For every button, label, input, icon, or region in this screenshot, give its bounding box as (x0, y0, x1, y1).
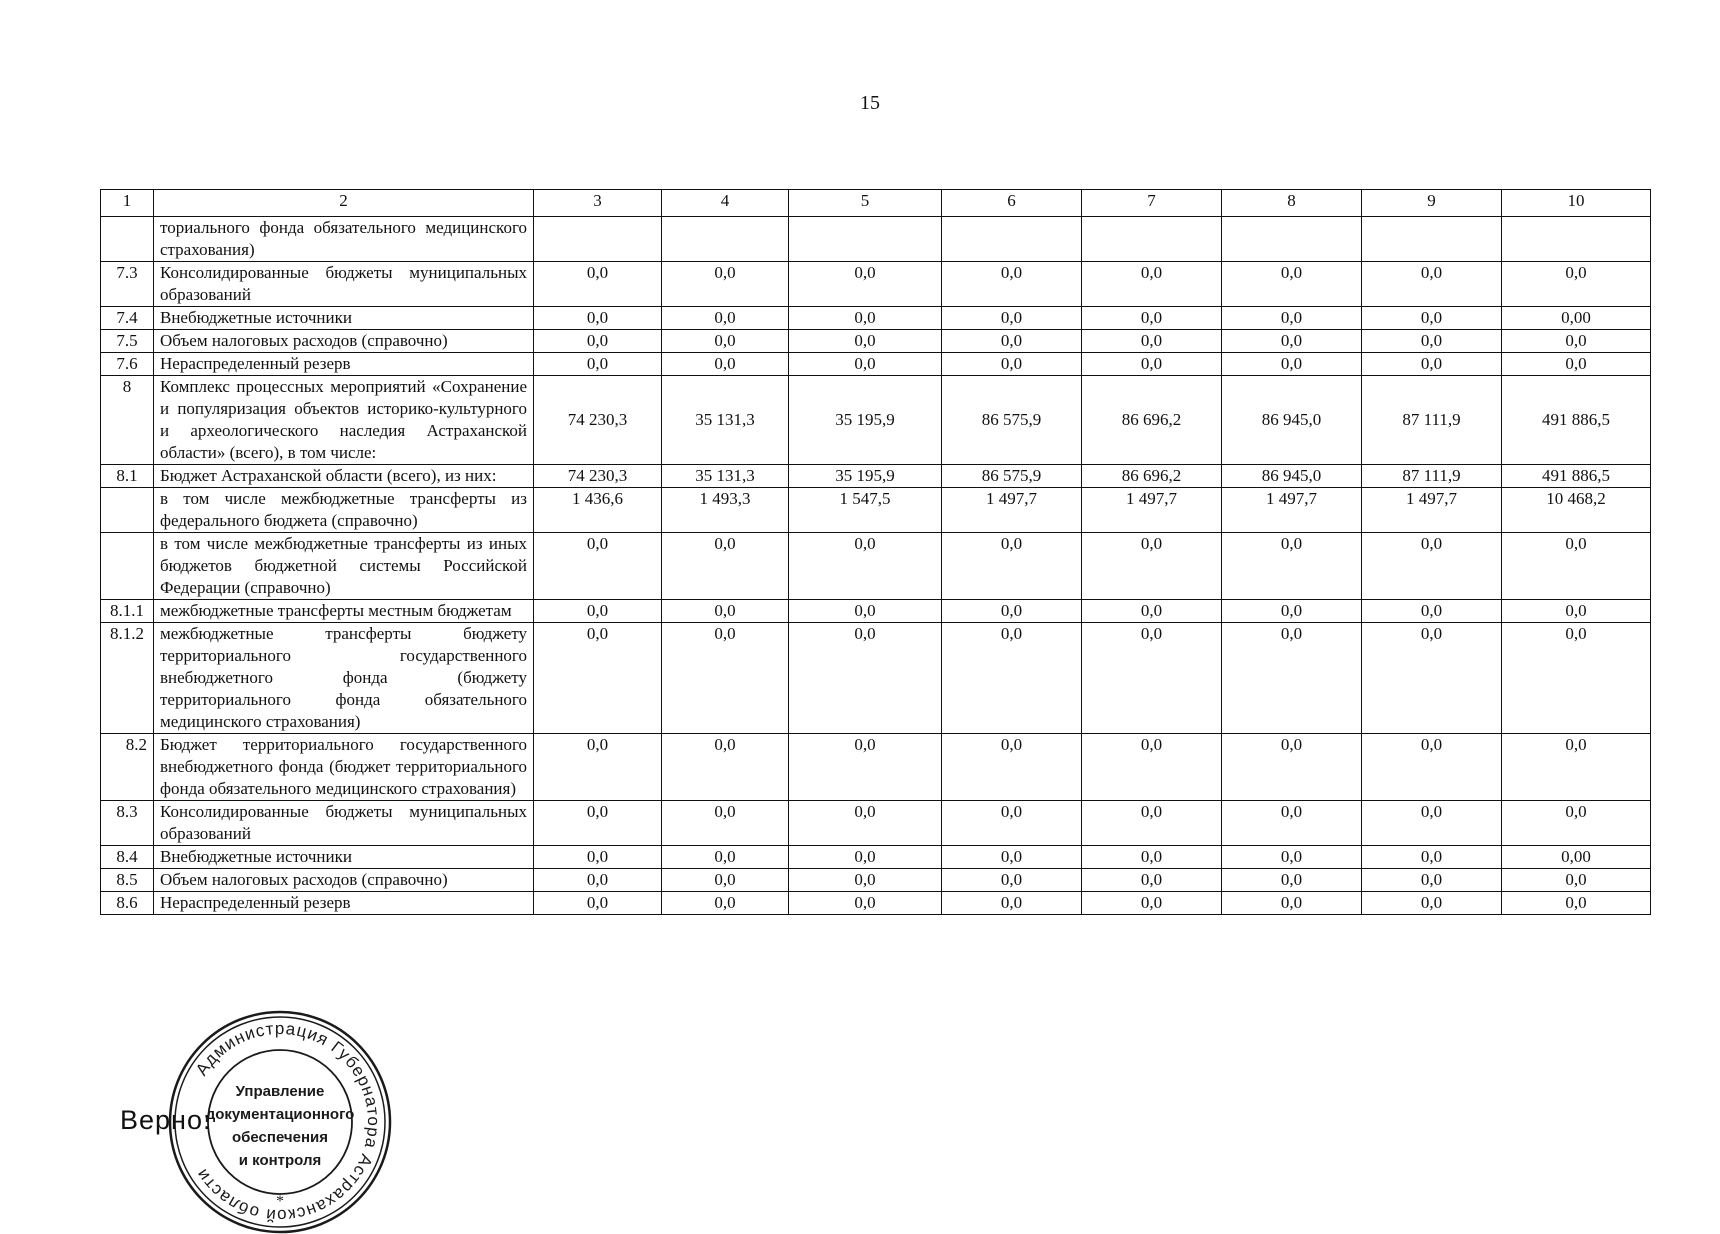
row-value: 0,0 (1082, 623, 1222, 734)
column-header: 9 (1362, 190, 1502, 217)
table-row (101, 262, 1651, 307)
row-value: 0,0 (789, 869, 942, 892)
row-code: 8.1 (101, 465, 154, 488)
table-row (101, 217, 1651, 262)
row-value: 0,0 (534, 801, 662, 846)
row-value (1082, 217, 1222, 262)
row-value: 0,0 (789, 734, 942, 801)
row-value: 0,0 (789, 846, 942, 869)
row-value: 1 497,7 (942, 488, 1082, 533)
table-row (101, 801, 1651, 846)
row-value: 0,0 (1222, 330, 1362, 353)
row-value: 0,0 (534, 869, 662, 892)
row-value: 0,0 (1362, 869, 1502, 892)
row-value: 0,0 (1222, 307, 1362, 330)
row-value: 0,0 (942, 623, 1082, 734)
row-value: 0,0 (1362, 846, 1502, 869)
row-value: 0,0 (942, 846, 1082, 869)
row-value: 0,0 (1082, 330, 1222, 353)
column-header: 5 (789, 190, 942, 217)
row-value: 0,0 (662, 262, 789, 307)
row-code: 7.6 (101, 353, 154, 376)
row-value: 0,0 (942, 330, 1082, 353)
row-description: Комплекс процессных мероприятий «Сохранение и популяризация объектов историко-культурного и археологического наследия Астраханской области» (всего), в том числе: (154, 376, 534, 465)
row-value: 1 436,6 (534, 488, 662, 533)
budget-table (100, 189, 1651, 915)
table-row (101, 307, 1651, 330)
row-value: 0,0 (662, 307, 789, 330)
row-value: 0,0 (1502, 623, 1651, 734)
table-row (101, 465, 1651, 488)
row-value: 0,0 (789, 307, 942, 330)
row-value: 0,0 (1362, 801, 1502, 846)
row-value: 0,0 (534, 262, 662, 307)
row-value: 0,0 (1082, 307, 1222, 330)
row-value: 0,0 (534, 307, 662, 330)
row-code: 7.5 (101, 330, 154, 353)
row-value: 0,0 (534, 353, 662, 376)
row-value: 87 111,9 (1362, 465, 1502, 488)
row-value: 0,0 (1362, 600, 1502, 623)
row-value (662, 217, 789, 262)
row-value: 0,0 (1222, 869, 1362, 892)
row-value: 0,0 (1362, 262, 1502, 307)
table-body (101, 217, 1651, 915)
row-code: 8.1.2 (101, 623, 154, 734)
row-value: 0,0 (789, 623, 942, 734)
column-header: 10 (1502, 190, 1651, 217)
row-value (942, 217, 1082, 262)
row-value: 0,0 (662, 869, 789, 892)
row-value: 0,0 (789, 262, 942, 307)
row-value (534, 217, 662, 262)
row-value: 0,0 (1502, 600, 1651, 623)
row-value: 0,0 (1502, 533, 1651, 600)
row-value: 0,0 (534, 734, 662, 801)
row-code: 7.4 (101, 307, 154, 330)
stamp-line: обеспечения (231, 1129, 329, 1146)
row-value: 0,0 (1222, 262, 1362, 307)
row-value: 86 575,9 (942, 465, 1082, 488)
table-row (101, 623, 1651, 734)
row-description: Бюджет территориального государственного внебюджетного фонда (бюджет территориального фонда обязательного медицинского страхования) (154, 734, 534, 801)
row-value: 86 945,0 (1222, 465, 1362, 488)
row-code: 8.6 (101, 892, 154, 915)
row-value: 1 547,5 (789, 488, 942, 533)
row-value: 86 696,2 (1082, 376, 1222, 465)
row-value: 491 886,5 (1502, 376, 1651, 465)
row-code: 8.1.1 (101, 600, 154, 623)
column-header: 3 (534, 190, 662, 217)
row-value: 1 497,7 (1082, 488, 1222, 533)
row-value: 0,0 (1082, 533, 1222, 600)
column-header: 6 (942, 190, 1082, 217)
row-value: 0,0 (942, 533, 1082, 600)
row-value: 0,0 (789, 892, 942, 915)
row-value: 35 131,3 (662, 376, 789, 465)
row-value: 0,0 (1082, 846, 1222, 869)
row-code: 8.5 (101, 869, 154, 892)
row-value: 0,0 (789, 330, 942, 353)
row-value: 0,0 (1222, 892, 1362, 915)
table-row (101, 488, 1651, 533)
row-value (789, 217, 942, 262)
row-value: 0,0 (1362, 623, 1502, 734)
row-value: 0,0 (942, 600, 1082, 623)
column-header: 7 (1082, 190, 1222, 217)
table-row (101, 734, 1651, 801)
row-value: 10 468,2 (1502, 488, 1651, 533)
row-code (101, 217, 154, 262)
row-description: Бюджет Астраханской области (всего), из них: (154, 465, 534, 488)
column-header: 8 (1222, 190, 1362, 217)
row-value: 74 230,3 (534, 465, 662, 488)
row-value: 74 230,3 (534, 376, 662, 465)
stamp-line: Управление (235, 1083, 325, 1100)
row-description: Объем налоговых расходов (справочно) (154, 330, 534, 353)
row-value: 86 575,9 (942, 376, 1082, 465)
table-row (101, 353, 1651, 376)
row-value: 0,0 (1222, 734, 1362, 801)
table-row (101, 892, 1651, 915)
row-value: 0,0 (662, 846, 789, 869)
row-description: Консолидированные бюджеты муниципальных образований (154, 801, 534, 846)
row-description: Внебюджетные источники (154, 307, 534, 330)
row-code (101, 533, 154, 600)
row-value: 0,00 (1502, 846, 1651, 869)
row-code: 8 (101, 376, 154, 465)
row-value: 0,0 (534, 533, 662, 600)
stamp-ring-text: Администрация Губернатора Астраханской области (191, 1018, 384, 1226)
row-description: ториального фонда обязательного медицинского страхования) (154, 217, 534, 262)
page-number: 15 (860, 92, 880, 114)
row-value: 0,0 (662, 801, 789, 846)
row-code: 8.4 (101, 846, 154, 869)
row-value: 0,0 (1362, 533, 1502, 600)
row-value: 1 497,7 (1222, 488, 1362, 533)
table-row (101, 330, 1651, 353)
row-value: 0,0 (1082, 734, 1222, 801)
row-value: 0,0 (662, 734, 789, 801)
row-description: Нераспределенный резерв (154, 353, 534, 376)
column-header: 4 (662, 190, 789, 217)
table-row (101, 846, 1651, 869)
row-value: 0,0 (1502, 801, 1651, 846)
row-value: 0,00 (1502, 307, 1651, 330)
row-description: межбюджетные трансферты местным бюджетам (154, 600, 534, 623)
row-value: 0,0 (1502, 734, 1651, 801)
row-value: 0,0 (1362, 330, 1502, 353)
row-value: 0,0 (942, 734, 1082, 801)
row-value: 0,0 (1502, 892, 1651, 915)
row-value: 0,0 (789, 533, 942, 600)
row-value: 0,0 (1082, 801, 1222, 846)
table-row (101, 533, 1651, 600)
row-value: 1 493,3 (662, 488, 789, 533)
row-value: 0,0 (1082, 869, 1222, 892)
row-value: 0,0 (1362, 892, 1502, 915)
row-value: 0,0 (942, 353, 1082, 376)
row-description: Внебюджетные источники (154, 846, 534, 869)
row-value: 0,0 (1222, 801, 1362, 846)
row-description: межбюджетные трансферты бюджету территориального государственного внебюджетного фонда (бюджету территориального фонда обязательного медицинского страхования) (154, 623, 534, 734)
row-description: в том числе межбюджетные трансферты из федерального бюджета (справочно) (154, 488, 534, 533)
row-description: Нераспределенный резерв (154, 892, 534, 915)
row-value (1222, 217, 1362, 262)
row-value: 0,0 (789, 353, 942, 376)
row-value: 491 886,5 (1502, 465, 1651, 488)
row-value: 87 111,9 (1362, 376, 1502, 465)
row-code (101, 488, 154, 533)
column-header: 2 (154, 190, 534, 217)
row-value: 0,0 (662, 892, 789, 915)
row-value: 0,0 (534, 600, 662, 623)
row-value: 0,0 (1362, 307, 1502, 330)
row-value: 0,0 (1082, 892, 1222, 915)
row-value: 0,0 (1362, 353, 1502, 376)
row-value: 86 945,0 (1222, 376, 1362, 465)
row-value: 0,0 (662, 353, 789, 376)
row-value: 0,0 (1082, 262, 1222, 307)
row-description: Объем налоговых расходов (справочно) (154, 869, 534, 892)
stamp-center-text (206, 1083, 355, 1169)
table-row (101, 600, 1651, 623)
row-value: 0,0 (942, 869, 1082, 892)
row-code: 7.3 (101, 262, 154, 307)
row-value: 0,0 (662, 600, 789, 623)
table-row (101, 869, 1651, 892)
row-value: 0,0 (1502, 330, 1651, 353)
row-value: 0,0 (662, 623, 789, 734)
row-value: 0,0 (942, 262, 1082, 307)
row-value: 0,0 (1222, 623, 1362, 734)
row-value (1362, 217, 1502, 262)
row-value: 0,0 (534, 330, 662, 353)
row-description: Консолидированные бюджеты муниципальных образований (154, 262, 534, 307)
row-value: 0,0 (1502, 869, 1651, 892)
row-value: 35 195,9 (789, 376, 942, 465)
row-value: 0,0 (942, 892, 1082, 915)
row-value: 0,0 (789, 600, 942, 623)
row-value: 0,0 (942, 307, 1082, 330)
row-value: 0,0 (662, 533, 789, 600)
verno-label: Верно: (120, 1105, 212, 1135)
row-code: 8.2 (101, 734, 154, 801)
row-value: 0,0 (534, 846, 662, 869)
row-value: 0,0 (789, 801, 942, 846)
row-value: 0,0 (1082, 353, 1222, 376)
row-value: 35 131,3 (662, 465, 789, 488)
row-value: 0,0 (534, 892, 662, 915)
row-value: 0,0 (1502, 353, 1651, 376)
row-value: 0,0 (534, 623, 662, 734)
row-value: 86 696,2 (1082, 465, 1222, 488)
row-value: 0,0 (942, 801, 1082, 846)
row-value: 0,0 (1222, 353, 1362, 376)
row-value: 35 195,9 (789, 465, 942, 488)
row-value: 0,0 (662, 330, 789, 353)
row-value: 0,0 (1222, 600, 1362, 623)
row-value: 0,0 (1502, 262, 1651, 307)
stamp-star: * (276, 1193, 284, 1210)
column-header: 1 (101, 190, 154, 217)
row-value (1502, 217, 1651, 262)
table-header-row (101, 190, 1651, 217)
row-value: 1 497,7 (1362, 488, 1502, 533)
row-description: в том числе межбюджетные трансферты из иных бюджетов бюджетной системы Российской Федерации (справочно) (154, 533, 534, 600)
row-value: 0,0 (1082, 600, 1222, 623)
row-value: 0,0 (1362, 734, 1502, 801)
row-code: 8.3 (101, 801, 154, 846)
stamp-line: и контроля (238, 1152, 322, 1169)
stamp-line: документационного (205, 1106, 355, 1123)
table-row (101, 376, 1651, 465)
row-value: 0,0 (1222, 533, 1362, 600)
row-value: 0,0 (1222, 846, 1362, 869)
